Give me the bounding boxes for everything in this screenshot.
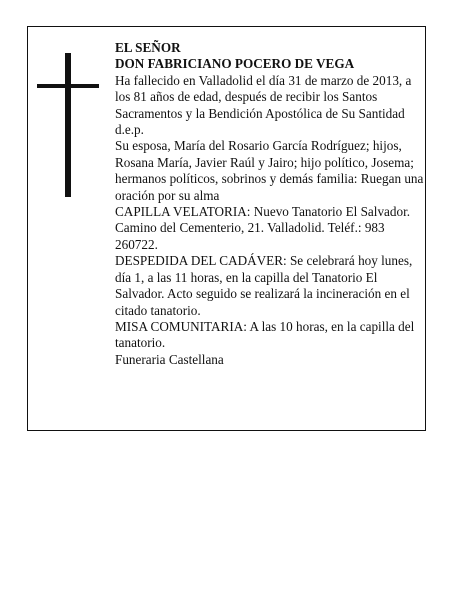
family-paragraph: Su esposa, María del Rosario García Rodríguez; hijos, Rosana María, Javier Raúl y Jairo; hijo político, Josema; hermanos políticos, sobrinos y demás familia: Ruegan una oración por su alma: [115, 138, 424, 203]
notice-header: EL SEÑOR: [115, 40, 181, 55]
mass-info: MISA COMUNITARIA: A las 10 horas, en la capilla del tanatorio.: [115, 318, 415, 351]
cross-vertical-bar: [65, 53, 71, 197]
cross-icon: [37, 53, 99, 197]
notice-text: [115, 40, 425, 368]
death-announcement: Ha fallecido en Valladolid el día 31 de marzo de 2013, a los 81 años de edad, después de recibir los Santos Sacramentos y la Bendición Apostólica de Su Santidad d.e.p.: [115, 72, 412, 138]
cross-horizontal-bar: [37, 84, 99, 88]
deceased-name: DON FABRICIANO POCERO DE VEGA: [115, 56, 355, 72]
chapel-info: CAPILLA VELATORIA: Nuevo Tanatorio El Salvador. Camino del Cementerio, 21. Valladolid. Teléf.: 983 260722.: [115, 204, 411, 252]
farewell-info: DESPEDIDA DEL CADÁVER: Se celebrará hoy lunes, día 1, a las 11 horas, en la capilla del Tanatorio El Salvador. Acto seguido se realizará la incineración en el citado tanatorio.: [115, 253, 413, 318]
obituary-notice: [27, 26, 426, 431]
funeral-home: Funeraria Castellana: [115, 351, 224, 367]
